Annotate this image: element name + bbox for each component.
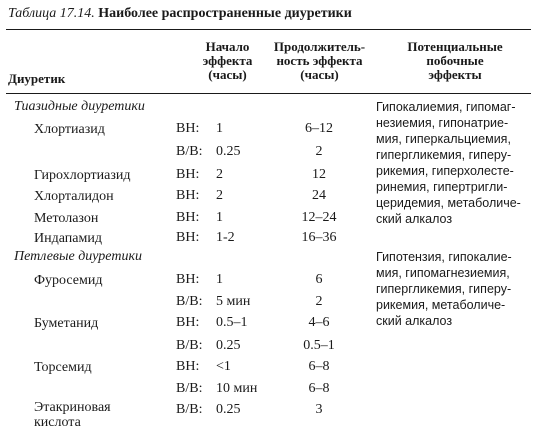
route: ВН: (176, 359, 200, 374)
route: ВН: (176, 210, 200, 225)
header-effects: Потенциальные побочные эффекты (407, 39, 503, 82)
route: ВН: (176, 121, 200, 136)
duration: 12 (312, 167, 326, 182)
route: В/В: (176, 381, 203, 396)
duration: 2 (315, 144, 323, 159)
header-drug: Диуретик (8, 71, 66, 86)
duration: 3 (315, 402, 323, 417)
drug-name: Метолазон (34, 211, 99, 226)
section-title-loop: Петлевые диуретики (14, 249, 142, 264)
drug-name: Гирохлортиазид (34, 168, 131, 183)
caption-label: Таблица 17.14. (8, 6, 95, 21)
route: В/В: (176, 338, 203, 353)
onset: 0.25 (216, 144, 241, 159)
drug-name: Хлортиазид (34, 122, 105, 137)
onset: 0.5–1 (216, 315, 248, 330)
route: В/В: (176, 294, 203, 309)
route: В/В: (176, 144, 203, 159)
onset: <1 (216, 359, 231, 374)
caption-title: Наиболее распространенные диуретики (98, 6, 352, 21)
drug-name: Фуросемид (34, 273, 103, 288)
drug-name: Буметанид (34, 316, 99, 331)
duration: 6–8 (308, 359, 330, 374)
top-rule (6, 29, 531, 30)
duration: 16–36 (301, 230, 337, 245)
section-title-thiazide: Тиазидные диуретики (14, 99, 145, 114)
table-caption (8, 6, 352, 22)
onset: 2 (216, 167, 223, 182)
route: ВН: (176, 167, 200, 182)
onset: 0.25 (216, 402, 241, 417)
route: В/В: (176, 402, 203, 417)
duration: 4–6 (308, 315, 330, 330)
onset: 1 (216, 121, 223, 136)
drug-name: Торсемид (34, 360, 92, 375)
duration: 6–8 (308, 381, 330, 396)
onset: 5 мин (216, 294, 251, 309)
duration: 24 (312, 188, 326, 203)
route: ВН: (176, 315, 200, 330)
duration: 6–12 (305, 121, 333, 136)
effects-loop: Гипотензия, гипокалие- мия, гипомагнезиемия, гипергликемия, гиперу- рикемия, метаболиче- ский алкалоз (376, 250, 512, 328)
onset: 1-2 (216, 230, 235, 245)
onset: 10 мин (216, 381, 258, 396)
onset: 1 (216, 272, 223, 287)
drug-name: Хлорталидон (34, 189, 114, 204)
onset: 0.25 (216, 338, 241, 353)
onset: 2 (216, 188, 223, 203)
duration: 6 (315, 272, 323, 287)
onset: 1 (216, 210, 223, 225)
duration: 2 (315, 294, 323, 309)
drug-name: Индапамид (34, 231, 102, 246)
duration: 12–24 (301, 210, 337, 225)
duration: 0.5–1 (303, 338, 335, 353)
header-onset: Начало эффекта (часы) (202, 39, 253, 82)
drug-name: Этакриновая кислота (34, 400, 111, 430)
route: ВН: (176, 272, 200, 287)
route: ВН: (176, 188, 200, 203)
header-duration: Продолжитель- ность эффекта (часы) (273, 39, 366, 82)
route: ВН: (176, 230, 200, 245)
effects-thiazide: Гипокалиемия, гипомаг- незиемия, гипонатрие- мия, гиперкальциемия, гипергликемия, гиперу- рикемия, гиперхолесте- ринемия, гипертригли- церидемия, метаболиче- ский алкалоз (376, 100, 521, 226)
header-rule (6, 93, 531, 94)
